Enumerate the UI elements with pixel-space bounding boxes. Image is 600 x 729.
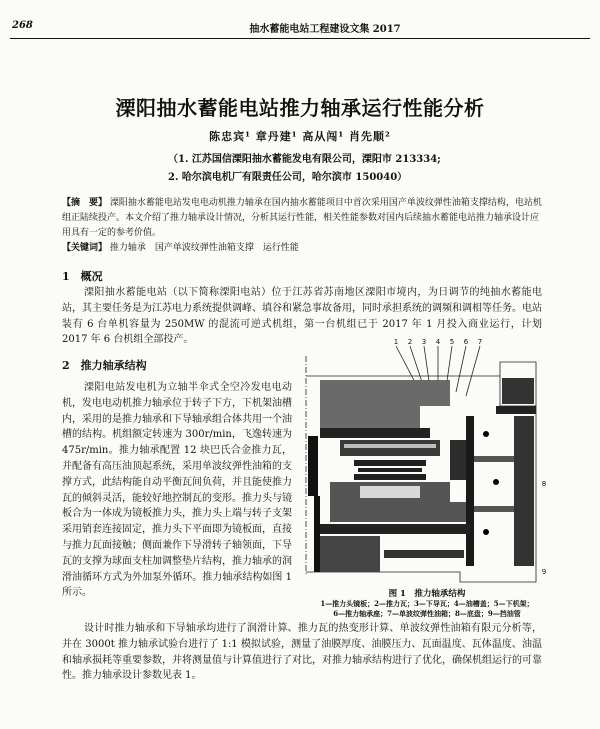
section-2-paragraph-2: 设计时推力轴承和下导轴承均进行了润滑计算、推力瓦的热变形计算、单波纹弹性油箱有限元分析等，并在 3000t 推力轴承试验台进行了 1:1 模拟试验，测量了油膜厚度、油膜压力、瓦面温度、瓦体温度、油温和轴承损耗等重要参数，并将测量值与计算值进行了对比，对推力轴承结构进行了优化，确保机组运行的可靠性。推力轴承设计参数见表 1。 (62, 623, 542, 682)
callout-6: 6 (463, 338, 469, 346)
figure-legend (300, 599, 554, 619)
figure-legend-line-2: 6—推力轴承座；7—单波纹弹性油箱；8—底盘；9—挡油管 (333, 609, 521, 618)
callout-3: 3 (421, 338, 427, 346)
affiliation-1: （1. 江苏国信溧阳抽水蓄能发电有限公司，溧阳市 213334; (168, 154, 441, 165)
abstract-label: 【摘 要】 (62, 198, 108, 208)
thrust-bearing-figure (300, 336, 554, 586)
section-2-paragraph-1: 溧阳电站发电机为立轴半伞式全空冷发电电动机，发电电动机推力轴承位于转子下方，下机架油槽内，采用的是推力轴承和下导轴承组合体共用一个油槽的结构。机组额定转速为 300r/min，飞逸转速为 475r/min。推力轴承配置 12 块巴氏合金推力瓦，并配备有高压油顶起系统，采用单波纹弹性油箱的支撑方式，此结构能自动平衡瓦间负荷，并且能使推力瓦的倾斜灵活，能较好地控制瓦的变形。推力头与镜板合为一体成为镜板推力头，推力头上端与转子支架采用销套连接固定，推力头下平面即为镜板面，直接与推力瓦面接触；侧面兼作下导滑转子轴领面，下导瓦的支撑为球面支柱加调整垫片结构，推力轴承的润滑油循环方式为外加泵外循环。推力轴承结构如图 1 所示。 (62, 382, 292, 599)
callout-8: 8 (541, 480, 547, 488)
abstract (62, 196, 544, 241)
figure-legend-line-1: 1—推力头镜板；2—推力瓦；3—下导瓦；4—油槽盖；5—下机架； (320, 599, 534, 608)
author-list: 陈忠宾¹ 章丹建¹ 高从闯¹ 肖先顺² (209, 130, 391, 143)
section-1-paragraph: 溧阳抽水蓄能电站（以下简称溧阳电站）位于江苏省苏南地区溧阳市境内，为日调节的纯抽水蓄能电站，其主要任务是为江苏电力系统提供调峰、填谷和紧急事故备用，同时承担系统的调频和调相等任务。电站装有 6 台单机容量为 250MW 的混流可逆式机组，第一台机组已于 2017 年 1 月投入商业运行，计划 2017 年 6 台机组全部投产。 (62, 287, 542, 346)
affiliation-2: 2. 哈尔滨电机厂有限责任公司，哈尔滨市 150040） (168, 172, 408, 183)
keywords-text: 推力轴承 国产单波纹弹性油箱支撑 运行性能 (109, 243, 299, 253)
section-2-heading: 2 推力轴承结构 (62, 359, 147, 372)
callout-1: 1 (393, 338, 399, 346)
callout-2: 2 (407, 338, 413, 346)
keywords (62, 240, 544, 253)
callout-7: 7 (477, 338, 483, 346)
running-header: 抽水蓄能电站工程建设文集 2017 (249, 24, 401, 35)
section-1-heading: 1 概况 (62, 270, 103, 283)
figure-caption: 图 1 推力轴承结构 (388, 589, 466, 599)
keywords-label: 【关键词】 (62, 243, 108, 253)
callout-4: 4 (435, 338, 441, 346)
paper-title: 溧阳抽水蓄能电站推力轴承运行性能分析 (115, 96, 485, 120)
abstract-text: 溧阳抽水蓄能电站发电电动机推力轴承在国内抽水蓄能项目中首次采用国产单波纹弹性油箱支撑结构，电站机组正陆续投产。本文介绍了推力轴承设计情况，分析其运行性能，相关性能参数对国内后续抽水蓄能电站推力轴承设计应用具有一定的参考价值。 (62, 198, 542, 238)
header-rule (10, 38, 590, 39)
callout-9: 9 (541, 568, 547, 576)
callout-5: 5 (449, 338, 455, 346)
page-number: 268 (12, 20, 33, 31)
